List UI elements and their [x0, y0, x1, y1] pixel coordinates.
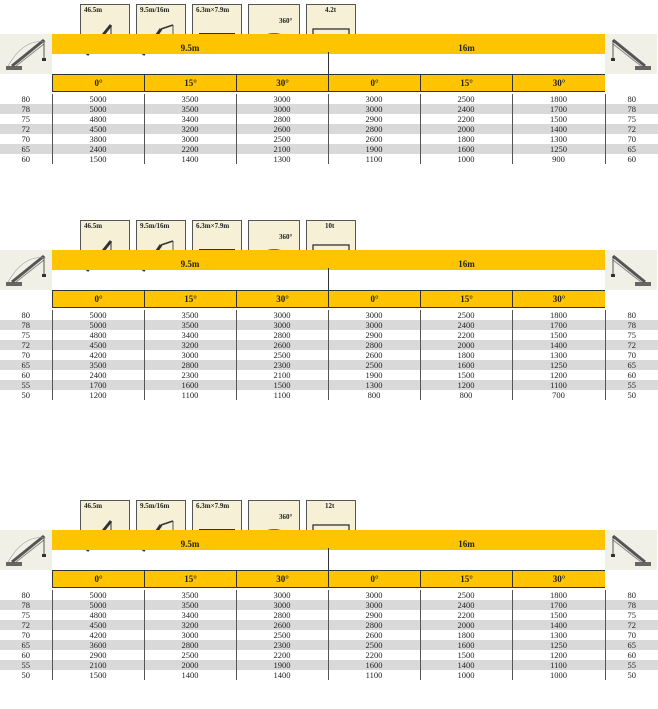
jib-label: 9.5m/16m — [140, 502, 170, 510]
load-value-cell: 4500 — [52, 340, 144, 350]
table-row — [0, 330, 658, 340]
load-value-cell: 1200 — [512, 650, 605, 660]
load-value-cell: 2500 — [236, 134, 328, 144]
slew-360-label: 360° — [279, 233, 293, 241]
table-row — [0, 104, 658, 114]
radius-cell-right: 78 — [605, 320, 658, 330]
radius-cell-left: 70 — [0, 630, 52, 640]
angle-header: 15° — [144, 74, 236, 92]
radius-cell-right: 60 — [605, 370, 658, 380]
load-value-cell: 1300 — [512, 630, 605, 640]
load-value-cell: 1100 — [512, 660, 605, 670]
load-value-cell: 1500 — [52, 670, 144, 680]
boom-9-5m: 9.5m — [52, 250, 328, 270]
load-table — [0, 94, 658, 164]
table-row — [0, 124, 658, 134]
load-value-cell: 5000 — [52, 94, 144, 104]
counterweight-label: 4.2t — [325, 6, 337, 14]
load-value-cell: 1100 — [236, 390, 328, 400]
load-value-cell: 1900 — [328, 144, 420, 154]
load-chart-1 — [0, 4, 658, 174]
load-value-cell: 1600 — [420, 360, 512, 370]
crane-diagram-right — [605, 34, 657, 74]
angle-header: 15° — [420, 570, 512, 588]
load-value-cell: 2800 — [144, 360, 236, 370]
load-value-cell: 1300 — [236, 154, 328, 164]
radius-cell-right: 50 — [605, 390, 658, 400]
radius-cell-left: 50 — [0, 670, 52, 680]
load-value-cell: 4800 — [52, 330, 144, 340]
radius-cell-right: 75 — [605, 610, 658, 620]
load-value-cell: 2500 — [144, 650, 236, 660]
load-value-cell: 2100 — [52, 660, 144, 670]
load-value-cell: 1800 — [512, 310, 605, 320]
angle-header: 0° — [52, 290, 144, 308]
load-value-cell: 1400 — [420, 660, 512, 670]
radius-cell-right: 70 — [605, 630, 658, 640]
angle-header: 30° — [236, 290, 328, 308]
angle-header: 15° — [144, 290, 236, 308]
load-value-cell: 2500 — [420, 590, 512, 600]
radius-cell-right: 72 — [605, 340, 658, 350]
load-value-cell: 3400 — [144, 114, 236, 124]
load-value-cell: 700 — [512, 390, 605, 400]
table-row — [0, 650, 658, 660]
load-value-cell: 2300 — [144, 370, 236, 380]
load-value-cell: 3000 — [236, 94, 328, 104]
load-value-cell: 1500 — [512, 330, 605, 340]
outrigger-label: 6.3m×7.9m — [196, 6, 230, 14]
load-value-cell: 2200 — [420, 114, 512, 124]
table-row — [0, 360, 658, 370]
table-row — [0, 310, 658, 320]
angle-header: 15° — [144, 570, 236, 588]
load-value-cell: 3000 — [236, 590, 328, 600]
load-value-cell: 2600 — [236, 124, 328, 134]
load-value-cell: 3000 — [144, 134, 236, 144]
radius-cell-left: 78 — [0, 600, 52, 610]
angle-header: 30° — [512, 290, 605, 308]
radius-cell-right: 80 — [605, 310, 658, 320]
boom-9-5m: 9.5m — [52, 530, 328, 550]
load-value-cell: 2800 — [236, 610, 328, 620]
main-boom-label: 46.5m — [84, 222, 103, 230]
load-value-cell: 2400 — [420, 600, 512, 610]
load-value-cell: 4200 — [52, 630, 144, 640]
radius-cell-right: 60 — [605, 154, 658, 164]
crane-diagram-right — [605, 530, 657, 570]
radius-cell-right: 70 — [605, 350, 658, 360]
load-value-cell: 2500 — [420, 310, 512, 320]
radius-cell-right: 80 — [605, 94, 658, 104]
table-row — [0, 114, 658, 124]
load-value-cell: 2900 — [328, 330, 420, 340]
load-value-cell: 3000 — [328, 94, 420, 104]
load-value-cell: 2300 — [236, 360, 328, 370]
radius-cell-right: 72 — [605, 124, 658, 134]
radius-cell-left: 78 — [0, 104, 52, 114]
angle-header: 0° — [328, 570, 420, 588]
load-value-cell: 1500 — [512, 114, 605, 124]
crane-diagram-left — [0, 250, 52, 290]
radius-cell-left: 65 — [0, 360, 52, 370]
radius-cell-right: 55 — [605, 380, 658, 390]
load-value-cell: 4800 — [52, 114, 144, 124]
table-row — [0, 94, 658, 104]
table-row — [0, 640, 658, 650]
load-value-cell: 1400 — [512, 124, 605, 134]
angle-header: 30° — [236, 74, 328, 92]
load-value-cell: 3000 — [144, 630, 236, 640]
radius-cell-left: 72 — [0, 124, 52, 134]
load-value-cell: 800 — [328, 390, 420, 400]
load-value-cell: 1800 — [512, 590, 605, 600]
load-value-cell: 1800 — [420, 350, 512, 360]
angle-header-row — [52, 570, 605, 588]
load-table — [0, 310, 658, 400]
radius-cell-right: 60 — [605, 650, 658, 660]
load-value-cell: 2200 — [420, 610, 512, 620]
table-row — [0, 370, 658, 380]
load-value-cell: 2800 — [328, 340, 420, 350]
load-value-cell: 3200 — [144, 124, 236, 134]
load-value-cell: 1700 — [512, 600, 605, 610]
radius-cell-right: 65 — [605, 640, 658, 650]
load-value-cell: 3600 — [52, 640, 144, 650]
load-value-cell: 2500 — [328, 360, 420, 370]
table-row — [0, 620, 658, 630]
table-row — [0, 670, 658, 680]
load-value-cell: 2200 — [236, 650, 328, 660]
load-value-cell: 5000 — [52, 590, 144, 600]
load-value-cell: 1800 — [512, 94, 605, 104]
load-value-cell: 1700 — [512, 104, 605, 114]
load-value-cell: 800 — [420, 390, 512, 400]
load-value-cell: 1800 — [420, 630, 512, 640]
load-value-cell: 1250 — [512, 360, 605, 370]
load-value-cell: 1400 — [512, 620, 605, 630]
load-value-cell: 1500 — [420, 650, 512, 660]
radius-cell-left: 55 — [0, 380, 52, 390]
load-value-cell: 2400 — [420, 320, 512, 330]
load-value-cell: 2500 — [328, 640, 420, 650]
load-value-cell: 1300 — [512, 134, 605, 144]
table-row — [0, 390, 658, 400]
table-row — [0, 600, 658, 610]
radius-cell-left: 70 — [0, 350, 52, 360]
load-value-cell: 2500 — [236, 350, 328, 360]
load-value-cell: 2900 — [328, 114, 420, 124]
radius-cell-left: 60 — [0, 154, 52, 164]
radius-cell-left: 55 — [0, 660, 52, 670]
load-value-cell: 1500 — [512, 610, 605, 620]
radius-cell-left: 80 — [0, 310, 52, 320]
table-row — [0, 350, 658, 360]
load-value-cell: 1100 — [144, 390, 236, 400]
table-row — [0, 590, 658, 600]
radius-cell-right: 50 — [605, 670, 658, 680]
load-value-cell: 4200 — [52, 350, 144, 360]
load-value-cell: 2800 — [328, 124, 420, 134]
boom-16m: 16m — [328, 530, 605, 550]
load-value-cell: 2400 — [420, 104, 512, 114]
load-value-cell: 3000 — [328, 600, 420, 610]
load-value-cell: 1400 — [144, 154, 236, 164]
radius-cell-right: 78 — [605, 104, 658, 114]
load-value-cell: 2000 — [420, 340, 512, 350]
radius-cell-left: 72 — [0, 620, 52, 630]
load-value-cell: 3000 — [236, 320, 328, 330]
main-boom-label: 46.5m — [84, 502, 103, 510]
load-value-cell: 1700 — [512, 320, 605, 330]
load-value-cell: 1900 — [328, 370, 420, 380]
load-chart-2 — [0, 220, 658, 410]
load-value-cell: 1800 — [420, 134, 512, 144]
jib-label: 9.5m/16m — [140, 222, 170, 230]
load-value-cell: 2600 — [328, 134, 420, 144]
angle-header: 15° — [420, 290, 512, 308]
load-value-cell: 5000 — [52, 600, 144, 610]
angle-header: 0° — [52, 74, 144, 92]
slew-360-label: 360° — [279, 17, 293, 25]
load-value-cell: 1000 — [512, 670, 605, 680]
load-value-cell: 3200 — [144, 620, 236, 630]
load-value-cell: 2900 — [52, 650, 144, 660]
radius-cell-left: 50 — [0, 390, 52, 400]
load-value-cell: 2400 — [52, 144, 144, 154]
load-value-cell: 900 — [512, 154, 605, 164]
load-value-cell: 3000 — [328, 104, 420, 114]
load-value-cell: 3500 — [144, 590, 236, 600]
load-value-cell: 3500 — [144, 104, 236, 114]
load-value-cell: 2500 — [236, 630, 328, 640]
radius-cell-right: 72 — [605, 620, 658, 630]
load-value-cell: 2800 — [236, 330, 328, 340]
load-value-cell: 2400 — [52, 370, 144, 380]
radius-cell-right: 78 — [605, 600, 658, 610]
load-value-cell: 2600 — [236, 340, 328, 350]
load-value-cell: 3200 — [144, 340, 236, 350]
radius-cell-right: 80 — [605, 590, 658, 600]
load-value-cell: 3000 — [144, 350, 236, 360]
load-value-cell: 3500 — [144, 310, 236, 320]
boom-divider — [328, 548, 329, 570]
load-value-cell: 1100 — [512, 380, 605, 390]
load-value-cell: 2200 — [420, 330, 512, 340]
load-value-cell: 3000 — [328, 310, 420, 320]
load-value-cell: 5000 — [52, 320, 144, 330]
load-value-cell: 1100 — [328, 154, 420, 164]
counterweight-label: 10t — [325, 222, 335, 230]
angle-header: 0° — [328, 74, 420, 92]
angle-header: 30° — [512, 570, 605, 588]
angle-header: 30° — [236, 570, 328, 588]
angle-header: 0° — [52, 570, 144, 588]
load-value-cell: 1500 — [420, 370, 512, 380]
boom-divider — [328, 268, 329, 290]
load-value-cell: 2200 — [144, 144, 236, 154]
load-value-cell: 1600 — [420, 144, 512, 154]
crane-diagram-left — [0, 530, 52, 570]
load-value-cell: 3800 — [52, 134, 144, 144]
load-value-cell: 2000 — [420, 620, 512, 630]
angle-header: 15° — [420, 74, 512, 92]
load-value-cell: 4500 — [52, 620, 144, 630]
load-value-cell: 3500 — [144, 320, 236, 330]
load-value-cell: 3000 — [236, 104, 328, 114]
load-chart-3 — [0, 500, 658, 690]
load-table — [0, 590, 658, 680]
radius-cell-right: 75 — [605, 330, 658, 340]
table-row — [0, 320, 658, 330]
radius-cell-left: 80 — [0, 94, 52, 104]
table-row — [0, 154, 658, 164]
load-value-cell: 2900 — [328, 610, 420, 620]
load-value-cell: 3000 — [236, 310, 328, 320]
load-value-cell: 1600 — [328, 660, 420, 670]
load-value-cell: 1300 — [512, 350, 605, 360]
load-value-cell: 5000 — [52, 104, 144, 114]
load-value-cell: 1300 — [328, 380, 420, 390]
radius-cell-left: 60 — [0, 370, 52, 380]
load-value-cell: 1200 — [512, 370, 605, 380]
slew-360-label: 360° — [279, 513, 293, 521]
load-value-cell: 5000 — [52, 310, 144, 320]
load-value-cell: 2800 — [236, 114, 328, 124]
load-value-cell: 1400 — [236, 670, 328, 680]
radius-cell-right: 65 — [605, 144, 658, 154]
outrigger-label: 6.3m×7.9m — [196, 502, 230, 510]
load-value-cell: 2200 — [328, 650, 420, 660]
radius-cell-left: 72 — [0, 340, 52, 350]
load-value-cell: 1700 — [52, 380, 144, 390]
load-value-cell: 2300 — [236, 640, 328, 650]
boom-16m: 16m — [328, 250, 605, 270]
load-value-cell: 1600 — [144, 380, 236, 390]
table-row — [0, 610, 658, 620]
radius-cell-left: 78 — [0, 320, 52, 330]
load-value-cell: 2800 — [328, 620, 420, 630]
radius-cell-right: 70 — [605, 134, 658, 144]
load-value-cell: 2800 — [144, 640, 236, 650]
load-value-cell: 1500 — [236, 380, 328, 390]
radius-cell-right: 65 — [605, 360, 658, 370]
load-value-cell: 1100 — [328, 670, 420, 680]
boom-16m: 16m — [328, 34, 605, 54]
load-value-cell: 1400 — [144, 670, 236, 680]
load-value-cell: 3000 — [236, 600, 328, 610]
load-value-cell: 1250 — [512, 640, 605, 650]
load-value-cell: 2000 — [144, 660, 236, 670]
counterweight-label: 12t — [325, 502, 335, 510]
load-value-cell: 1000 — [420, 154, 512, 164]
radius-cell-left: 65 — [0, 640, 52, 650]
load-value-cell: 3500 — [144, 600, 236, 610]
load-value-cell: 1600 — [420, 640, 512, 650]
main-boom-label: 46.5m — [84, 6, 103, 14]
table-row — [0, 660, 658, 670]
load-value-cell: 2100 — [236, 370, 328, 380]
angle-header: 0° — [328, 290, 420, 308]
load-value-cell: 3500 — [144, 94, 236, 104]
load-value-cell: 3400 — [144, 330, 236, 340]
load-value-cell: 4800 — [52, 610, 144, 620]
radius-cell-left: 75 — [0, 114, 52, 124]
load-value-cell: 1200 — [420, 380, 512, 390]
load-value-cell: 2000 — [420, 124, 512, 134]
load-value-cell: 2500 — [420, 94, 512, 104]
load-value-cell: 1000 — [420, 670, 512, 680]
radius-cell-left: 80 — [0, 590, 52, 600]
load-value-cell: 2100 — [236, 144, 328, 154]
table-row — [0, 134, 658, 144]
table-row — [0, 144, 658, 154]
angle-header-row — [52, 74, 605, 92]
radius-cell-left: 75 — [0, 610, 52, 620]
load-value-cell: 3000 — [328, 590, 420, 600]
load-value-cell: 4500 — [52, 124, 144, 134]
load-value-cell: 3500 — [52, 360, 144, 370]
boom-9-5m: 9.5m — [52, 34, 328, 54]
crane-diagram-right — [605, 250, 657, 290]
angle-header: 30° — [512, 74, 605, 92]
radius-cell-left: 60 — [0, 650, 52, 660]
load-value-cell: 1200 — [52, 390, 144, 400]
radius-cell-left: 65 — [0, 144, 52, 154]
load-value-cell: 1900 — [236, 660, 328, 670]
radius-cell-right: 55 — [605, 660, 658, 670]
table-row — [0, 340, 658, 350]
table-row — [0, 630, 658, 640]
load-value-cell: 2600 — [236, 620, 328, 630]
radius-cell-right: 75 — [605, 114, 658, 124]
table-row — [0, 380, 658, 390]
jib-label: 9.5m/16m — [140, 6, 170, 14]
radius-cell-left: 75 — [0, 330, 52, 340]
radius-cell-left: 70 — [0, 134, 52, 144]
load-value-cell: 2600 — [328, 630, 420, 640]
load-value-cell: 1500 — [52, 154, 144, 164]
load-value-cell: 3000 — [328, 320, 420, 330]
load-value-cell: 3400 — [144, 610, 236, 620]
load-value-cell: 2600 — [328, 350, 420, 360]
outrigger-label: 6.3m×7.9m — [196, 222, 230, 230]
boom-divider — [328, 52, 329, 74]
load-value-cell: 1400 — [512, 340, 605, 350]
crane-diagram-left — [0, 34, 52, 74]
load-value-cell: 1250 — [512, 144, 605, 154]
angle-header-row — [52, 290, 605, 308]
